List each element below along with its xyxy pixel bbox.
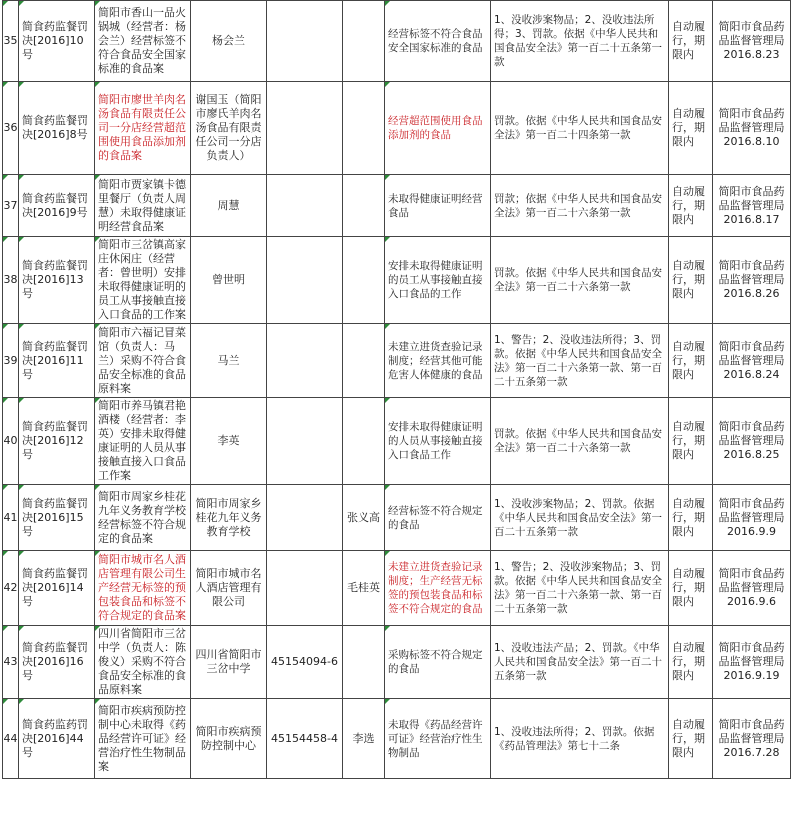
- party-name: [191, 551, 267, 626]
- penalty-basis-text: 罚款。依据《中华人民共和国食品安全法》第一百二十六条第一款: [494, 428, 662, 454]
- document-number: [19, 324, 95, 398]
- party-name: [191, 175, 267, 237]
- table-row: [3, 175, 791, 237]
- decision-date: 2016.7.28: [723, 745, 780, 759]
- violation-fact-text: 未取得健康证明经营食品: [388, 192, 483, 219]
- issuing-authority-text: 简阳市食品药品监督管理局: [718, 259, 785, 286]
- decision-date: 2016.9.19: [723, 669, 780, 682]
- party-name: [191, 324, 267, 398]
- row-number: [3, 175, 19, 237]
- issuing-authority: [713, 398, 791, 485]
- legal-representative: [343, 1, 385, 82]
- performance-status: [669, 82, 713, 175]
- document-number-text: 简食药监餐罚决[2016]8号: [22, 114, 88, 141]
- document-number-text: 简食药监餐罚决[2016]9号: [22, 191, 88, 219]
- case-name-text: 简阳市贾家镇卡德里餐厅（负责人周慧）未取得健康证明经营食品案: [98, 177, 186, 233]
- violation-fact: [385, 175, 491, 237]
- document-number-text: 简食药监餐罚决[2016]15号: [22, 496, 88, 538]
- document-number: [19, 1, 95, 82]
- registration-code: [267, 324, 343, 398]
- performance-status-text: 自动履行，期限内: [672, 339, 705, 381]
- document-number-text: 简食药监餐罚决[2016]12号: [22, 420, 88, 461]
- issuing-authority: [713, 82, 791, 175]
- row-number: [3, 485, 19, 551]
- case-name: [95, 485, 191, 551]
- registration-code: [267, 626, 343, 699]
- penalty-basis-text: 罚款。依据《中华人民共和国食品安全法》第一百二十四条第一款: [494, 115, 662, 141]
- case-name-text: 简阳市周家乡桂花九年义务教育学校经营标签不符合规定的食品案: [98, 489, 186, 545]
- case-name-text: 简阳市城市名人酒店管理有限公司生产经营无标签的预包装食品和标签不符合规定的食品案: [98, 553, 186, 622]
- performance-status: [669, 626, 713, 699]
- performance-status-text: 自动履行，期限内: [672, 420, 705, 461]
- issuing-authority-text: 简阳市食品药品监督管理局: [718, 496, 785, 524]
- issuing-authority-text: 简阳市食品药品监督管理局: [718, 20, 785, 47]
- document-number-text: 简食药监餐罚决[2016]14号: [22, 567, 88, 608]
- performance-status-text: 自动履行，期限内: [672, 717, 705, 759]
- row-number-text: 44: [3, 731, 18, 745]
- performance-status: [669, 699, 713, 779]
- registration-code: [267, 175, 343, 237]
- case-name-text: 简阳市香山一品火锅城（经营者：杨会兰）经营标签不符合食品安全国家标准的食品案: [98, 6, 186, 75]
- legal-representative: [343, 82, 385, 175]
- row-number-text: 39: [3, 353, 18, 367]
- case-name: [95, 82, 191, 175]
- legal-representative: [343, 175, 385, 237]
- legal-representative: [343, 699, 385, 779]
- performance-status-text: 自动履行，期限内: [672, 184, 705, 226]
- document-number: [19, 699, 95, 779]
- row-number: [3, 82, 19, 175]
- case-name-text: 简阳市养马镇君艳酒楼（经营者：李英）安排未取得健康证明的人员从事接触直接入口食品工作案: [98, 399, 186, 482]
- table-row: [3, 1, 791, 82]
- party-name-text: 马兰: [217, 353, 240, 367]
- penalty-basis-text: 1、没收违法产品；2、罚款。《中华人民共和国食品安全法》第一百二十五条第一款: [494, 642, 662, 682]
- party-name-text: 周慧: [217, 198, 240, 212]
- document-number-text: 简食药监餐罚决[2016]10号: [22, 20, 88, 61]
- legal-representative: [343, 398, 385, 485]
- penalty-basis: [491, 398, 669, 485]
- party-name-text: 简阳市周家乡桂花九年义务教育学校: [195, 496, 262, 538]
- case-name: [95, 175, 191, 237]
- performance-status: [669, 551, 713, 626]
- party-name-text: 简阳市疾病预防控制中心: [195, 724, 262, 752]
- case-name: [95, 626, 191, 699]
- performance-status-text: 自动履行，期限内: [672, 567, 705, 608]
- registration-code: [267, 82, 343, 175]
- row-number: [3, 398, 19, 485]
- table-row: [3, 324, 791, 398]
- party-name: [191, 626, 267, 699]
- document-number: [19, 626, 95, 699]
- row-number-text: 36: [3, 121, 18, 134]
- legal-representative: [343, 237, 385, 324]
- table-row: [3, 551, 791, 626]
- document-number: [19, 551, 95, 626]
- violation-fact-text: 经营超范围使用食品添加剂的食品: [388, 115, 483, 141]
- penalty-basis: [491, 237, 669, 324]
- issuing-authority: [713, 175, 791, 237]
- document-number-text: 简食药监餐罚决[2016]16号: [22, 641, 88, 682]
- violation-fact: [385, 237, 491, 324]
- legal-representative-text: 毛桂英: [347, 581, 380, 594]
- row-number-text: 42: [3, 581, 18, 594]
- performance-status-text: 自动履行，期限内: [672, 496, 705, 538]
- violation-fact-text: 经营标签不符合规定的食品: [388, 504, 483, 531]
- violation-fact: [385, 626, 491, 699]
- party-name: [191, 237, 267, 324]
- violation-fact: [385, 699, 491, 779]
- registration-code-text: 45154458-4: [271, 731, 338, 745]
- performance-status-text: 自动履行，期限内: [672, 641, 705, 682]
- case-name-text: 简阳市疾病预防控制中心未取得《药品经营许可证》经营治疗性生物制品案: [98, 703, 186, 773]
- legal-representative: [343, 626, 385, 699]
- decision-date: 2016.8.24: [723, 367, 780, 381]
- violation-fact-text: 安排未取得健康证明的员工从事接触直接入口食品的工作: [388, 260, 483, 300]
- penalty-basis-text: 1、没收违法所得；2、罚款。依据《药品管理法》第七十二条: [494, 725, 655, 752]
- violation-fact-text: 未取得《药品经营许可证》经营治疗性生物制品: [388, 718, 483, 759]
- party-name-text: 曾世明: [212, 273, 245, 286]
- violation-fact-text: 采购标签不符合规定的食品: [388, 649, 483, 675]
- row-number-text: 35: [3, 34, 18, 47]
- issuing-authority-text: 简阳市食品药品监督管理局: [718, 420, 785, 447]
- row-number: [3, 237, 19, 324]
- row-number-text: 37: [3, 198, 18, 212]
- document-number: [19, 485, 95, 551]
- case-name: [95, 398, 191, 485]
- performance-status: [669, 398, 713, 485]
- legal-representative-text: 张义高: [347, 510, 380, 524]
- penalty-basis: [491, 699, 669, 779]
- violation-fact-text: 未建立进货查验记录制度；经营其他可能危害人体健康的食品: [388, 340, 483, 381]
- registration-code: [267, 699, 343, 779]
- legal-representative: [343, 551, 385, 626]
- case-name-text: 四川省简阳市三岔中学（负责人：陈俊义）采购不符合食品安全标准的食品原料案: [98, 627, 186, 696]
- performance-status-text: 自动履行，期限内: [672, 20, 705, 61]
- legal-representative: [343, 324, 385, 398]
- row-number-text: 41: [3, 510, 18, 524]
- issuing-authority-text: 简阳市食品药品监督管理局: [718, 567, 785, 594]
- violation-fact-text: 经营标签不符合食品安全国家标准的食品: [388, 28, 483, 54]
- registration-code: [267, 485, 343, 551]
- issuing-authority: [713, 237, 791, 324]
- penalty-basis-text: 1、警告；2、没收违法所得；3、罚款。依据《中华人民共和国食品安全法》第一百二十六条第一款、第一百二十五条第一款: [494, 333, 662, 388]
- case-name: [95, 551, 191, 626]
- party-name: [191, 485, 267, 551]
- party-name-text: 四川省简阳市三岔中学: [195, 648, 262, 675]
- legal-representative-text: 李选: [352, 731, 375, 745]
- table-row: [3, 82, 791, 175]
- issuing-authority-text: 简阳市食品药品监督管理局: [718, 107, 785, 134]
- performance-status-text: 自动履行，期限内: [672, 259, 705, 300]
- penalty-basis-text: 1、没收涉案物品；2、罚款。依据《中华人民共和国食品安全法》第一百二十五条第一款: [494, 497, 662, 538]
- issuing-authority: [713, 626, 791, 699]
- violation-fact: [385, 485, 491, 551]
- decision-date: 2016.8.17: [723, 212, 780, 226]
- row-number: [3, 324, 19, 398]
- case-name: [95, 1, 191, 82]
- decision-date: 2016.8.26: [723, 287, 780, 300]
- registration-code: [267, 551, 343, 626]
- party-name: [191, 398, 267, 485]
- document-number: [19, 398, 95, 485]
- issuing-authority-text: 简阳市食品药品监督管理局: [718, 339, 785, 367]
- violation-fact: [385, 82, 491, 175]
- issuing-authority: [713, 1, 791, 82]
- case-name-text: 简阳市廖世羊肉名汤食品有限责任公司一分店经营超范围使用食品添加剂的食品案: [98, 93, 186, 162]
- row-number: [3, 551, 19, 626]
- registration-code: [267, 398, 343, 485]
- table-body: [3, 1, 791, 779]
- performance-status-text: 自动履行，期限内: [672, 107, 705, 148]
- party-name: [191, 699, 267, 779]
- decision-date: 2016.8.25: [723, 448, 780, 461]
- penalty-basis-text: 罚款。依据《中华人民共和国食品安全法》第一百二十六条第一款: [494, 267, 662, 293]
- row-number: [3, 699, 19, 779]
- penalty-table: [2, 0, 791, 779]
- document-number: [19, 237, 95, 324]
- registration-code: [267, 1, 343, 82]
- party-name: [191, 1, 267, 82]
- row-number-text: 43: [3, 655, 18, 668]
- row-number: [3, 626, 19, 699]
- document-number-text: 简食药监餐罚决[2016]11号: [22, 339, 88, 381]
- document-number: [19, 82, 95, 175]
- row-number-text: 40: [3, 434, 18, 447]
- case-name-text: 简阳市六福记冒菜馆（负责人：马兰）采购不符合食品安全标准的食品原料案: [98, 325, 186, 395]
- decision-date: 2016.9.6: [727, 595, 776, 608]
- legal-representative: [343, 485, 385, 551]
- issuing-authority: [713, 485, 791, 551]
- violation-fact: [385, 551, 491, 626]
- issuing-authority: [713, 324, 791, 398]
- row-number: [3, 1, 19, 82]
- violation-fact-text: 安排未取得健康证明的人员从事接触直接入口食品工作: [388, 421, 483, 461]
- case-name: [95, 699, 191, 779]
- performance-status: [669, 237, 713, 324]
- decision-date: 2016.9.9: [727, 524, 776, 538]
- issuing-authority-text: 简阳市食品药品监督管理局: [718, 717, 785, 745]
- table-row: [3, 485, 791, 551]
- penalty-basis-text: 罚款；依据《中华人民共和国食品安全法》第一百二十六条第一款: [494, 192, 662, 219]
- table-row: [3, 398, 791, 485]
- table-row: [3, 626, 791, 699]
- penalty-basis: [491, 324, 669, 398]
- case-name-text: 简阳市三岔镇高家庄休闲庄（经营者：曾世明）安排未取得健康证明的员工从事接触直接入口食品的工作案: [98, 238, 186, 321]
- registration-code: [267, 237, 343, 324]
- penalty-basis: [491, 551, 669, 626]
- violation-fact: [385, 324, 491, 398]
- document-number-text: 简食药监餐罚决[2016]13号: [22, 259, 88, 300]
- performance-status: [669, 1, 713, 82]
- penalty-basis: [491, 626, 669, 699]
- case-name: [95, 324, 191, 398]
- penalty-basis: [491, 175, 669, 237]
- table-row: [3, 699, 791, 779]
- penalty-basis: [491, 1, 669, 82]
- decision-date: 2016.8.23: [723, 48, 780, 61]
- party-name-text: 李英: [217, 434, 240, 447]
- performance-status: [669, 485, 713, 551]
- issuing-authority-text: 简阳市食品药品监督管理局: [718, 641, 785, 668]
- penalty-basis-text: 1、没收涉案物品；2、没收违法所得；3、罚款。依据《中华人民共和国食品安全法》第一百二十五条第一款: [494, 14, 662, 68]
- case-name: [95, 237, 191, 324]
- violation-fact-text: 未建立进货查验记录制度；生产经营无标签的预包装食品和标签不符合规定的食品: [388, 561, 483, 615]
- violation-fact: [385, 398, 491, 485]
- document-number: [19, 175, 95, 237]
- table-row: [3, 237, 791, 324]
- violation-fact: [385, 1, 491, 82]
- document-number-text: 简食药监药罚决[2016]44号: [22, 717, 88, 759]
- registration-code-text: 45154094-6: [271, 655, 338, 668]
- issuing-authority: [713, 551, 791, 626]
- performance-status: [669, 175, 713, 237]
- party-name-text: 杨会兰: [212, 34, 245, 47]
- issuing-authority-text: 简阳市食品药品监督管理局: [718, 184, 785, 212]
- party-name-text: 谢国玉（简阳市廖氏羊肉名汤食品有限责任公司一分店负责人）: [195, 93, 262, 162]
- party-name-text: 简阳市城市名人酒店管理有限公司: [195, 567, 262, 608]
- penalty-basis: [491, 82, 669, 175]
- performance-status: [669, 324, 713, 398]
- penalty-basis: [491, 485, 669, 551]
- issuing-authority: [713, 699, 791, 779]
- party-name: [191, 82, 267, 175]
- decision-date: 2016.8.10: [723, 135, 780, 148]
- penalty-basis-text: 1、警告；2、没收涉案物品；3、罚款。依据《中华人民共和国食品安全法》第一百二十六条第一款、第一百二十五条第一款: [494, 561, 662, 615]
- row-number-text: 38: [3, 273, 18, 286]
